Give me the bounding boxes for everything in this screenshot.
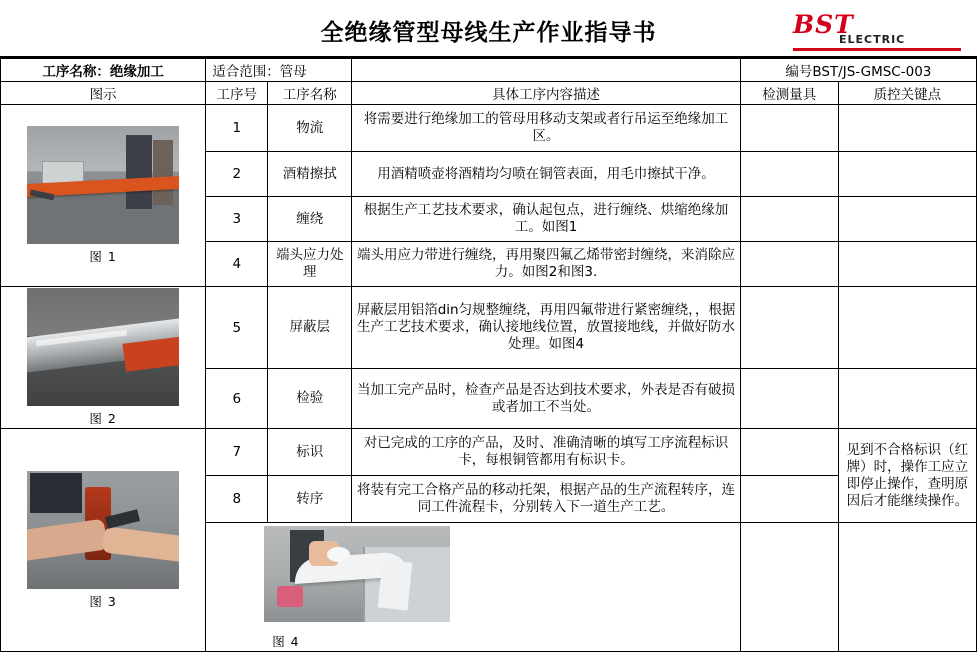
- figure-cell-1: [1, 105, 206, 287]
- cell-step-no: 6: [206, 369, 268, 429]
- figure-image-4: [264, 526, 450, 622]
- cell-description: 端头用应力带进行缠绕，再用聚四氟乙烯带密封缠绕，来消除应力。如图2和图3.: [352, 242, 740, 287]
- figure-caption-4: 图 4: [272, 634, 300, 649]
- figure-cell-3: [1, 429, 206, 652]
- figure-image-2: [27, 288, 179, 406]
- figure-image-3: [27, 471, 179, 589]
- cell-step-name: 酒精擦拭: [268, 152, 352, 197]
- cell-blank-tool-footer: [740, 523, 838, 652]
- cell-key-point: [838, 369, 976, 429]
- cell-key-point: [838, 242, 976, 287]
- table-row: [1, 429, 977, 476]
- cell-key-point: [838, 152, 976, 197]
- cell-measuring-tool: [740, 242, 838, 287]
- cell-key-point: [838, 197, 976, 242]
- cell-doc-no: 编号BST/JS-GMSC-003: [740, 59, 976, 82]
- cell-blank-key-footer: [838, 523, 976, 652]
- table-row: [1, 105, 977, 152]
- figure-caption-1: 图 1: [89, 249, 117, 264]
- table-row-meta: [1, 59, 977, 82]
- document-header: [0, 0, 977, 58]
- cell-step-no: 7: [206, 429, 268, 476]
- column-header-step-no: 工序号: [206, 82, 268, 105]
- cell-measuring-tool: [740, 369, 838, 429]
- figure-cell-2: [1, 287, 206, 429]
- logo-subtext: ELECTRIC: [839, 33, 906, 46]
- cell-step-name: 检验: [268, 369, 352, 429]
- logo-wordmark: BST: [793, 10, 854, 39]
- cell-description: 用酒精喷壶将酒精均匀喷在铜管表面，用毛巾擦拭干净。: [352, 152, 740, 197]
- cell-description: 将装有完工合格产品的移动托架，根据产品的生产流程转序，连同工件流程卡，分别转入下一道生产工艺。: [352, 476, 740, 523]
- logo-underline: [793, 48, 961, 51]
- cell-measuring-tool: [740, 476, 838, 523]
- cell-scope: 适合范围：管母: [206, 59, 352, 82]
- cell-step-name: 端头应力处理: [268, 242, 352, 287]
- cell-step-no: 1: [206, 105, 268, 152]
- figure-cell-4: [206, 523, 741, 652]
- column-header-figure: 图示: [1, 82, 206, 105]
- cell-measuring-tool: [740, 197, 838, 242]
- column-header-measuring-tool: 检测量具: [740, 82, 838, 105]
- cell-step-name: 缠绕: [268, 197, 352, 242]
- cell-step-no: 8: [206, 476, 268, 523]
- cell-step-name: 转序: [268, 476, 352, 523]
- cell-description: 将需要进行绝缘加工的管母用移动支架或者行吊运至绝缘加工区。: [352, 105, 740, 152]
- figure-caption-2: 图 2: [89, 411, 117, 426]
- cell-step-name: 屏蔽层: [268, 287, 352, 369]
- cell-step-name: 标识: [268, 429, 352, 476]
- figure-caption-3: 图 3: [89, 593, 117, 609]
- cell-description: 屏蔽层用铝箔din匀规整缠绕，再用四氟带进行紧密缠绕，，根据生产工艺技术要求，确认接地线位置，放置接地线，并做好防水处理。如图4: [352, 287, 740, 369]
- cell-step-no: 2: [206, 152, 268, 197]
- cell-key-point: 见到不合格标识（红牌）时，操作工应立即停止操作，查明原因后才能继续操作。: [838, 429, 976, 523]
- cell-description: 当加工完产品时，检查产品是否达到技术要求，外表是否有破损或者加工不当处。: [352, 369, 740, 429]
- column-header-key-point: 质控关键点: [838, 82, 976, 105]
- cell-step-no: 3: [206, 197, 268, 242]
- table-row: [1, 287, 977, 369]
- cell-measuring-tool: [740, 152, 838, 197]
- cell-blank-meta: [352, 59, 740, 82]
- cell-key-point: [838, 105, 976, 152]
- page-title: 全绝缘管型母线生产作业指导书: [320, 20, 657, 46]
- instruction-table: [0, 58, 977, 652]
- cell-description: 根据生产工艺技术要求，确认起包点，进行缠绕、烘缩绝缘加工。如图1: [352, 197, 740, 242]
- column-header-step-name: 工序名称: [268, 82, 352, 105]
- cell-key-point: [838, 287, 976, 369]
- cell-measuring-tool: [740, 429, 838, 476]
- company-logo: [793, 12, 963, 48]
- cell-measuring-tool: [740, 105, 838, 152]
- cell-measuring-tool: [740, 287, 838, 369]
- cell-step-no: 4: [206, 242, 268, 287]
- cell-step-no: 5: [206, 287, 268, 369]
- cell-step-name: 物流: [268, 105, 352, 152]
- figure-image-1: [27, 126, 179, 244]
- column-header-description: 具体工序内容描述: [352, 82, 740, 105]
- cell-description: 对已完成的工序的产品，及时、准确清晰的填写工序流程标识卡，每根铜管都用有标识卡。: [352, 429, 740, 476]
- cell-process-name: 工序名称：绝缘加工: [1, 59, 206, 82]
- table-row-header: [1, 82, 977, 105]
